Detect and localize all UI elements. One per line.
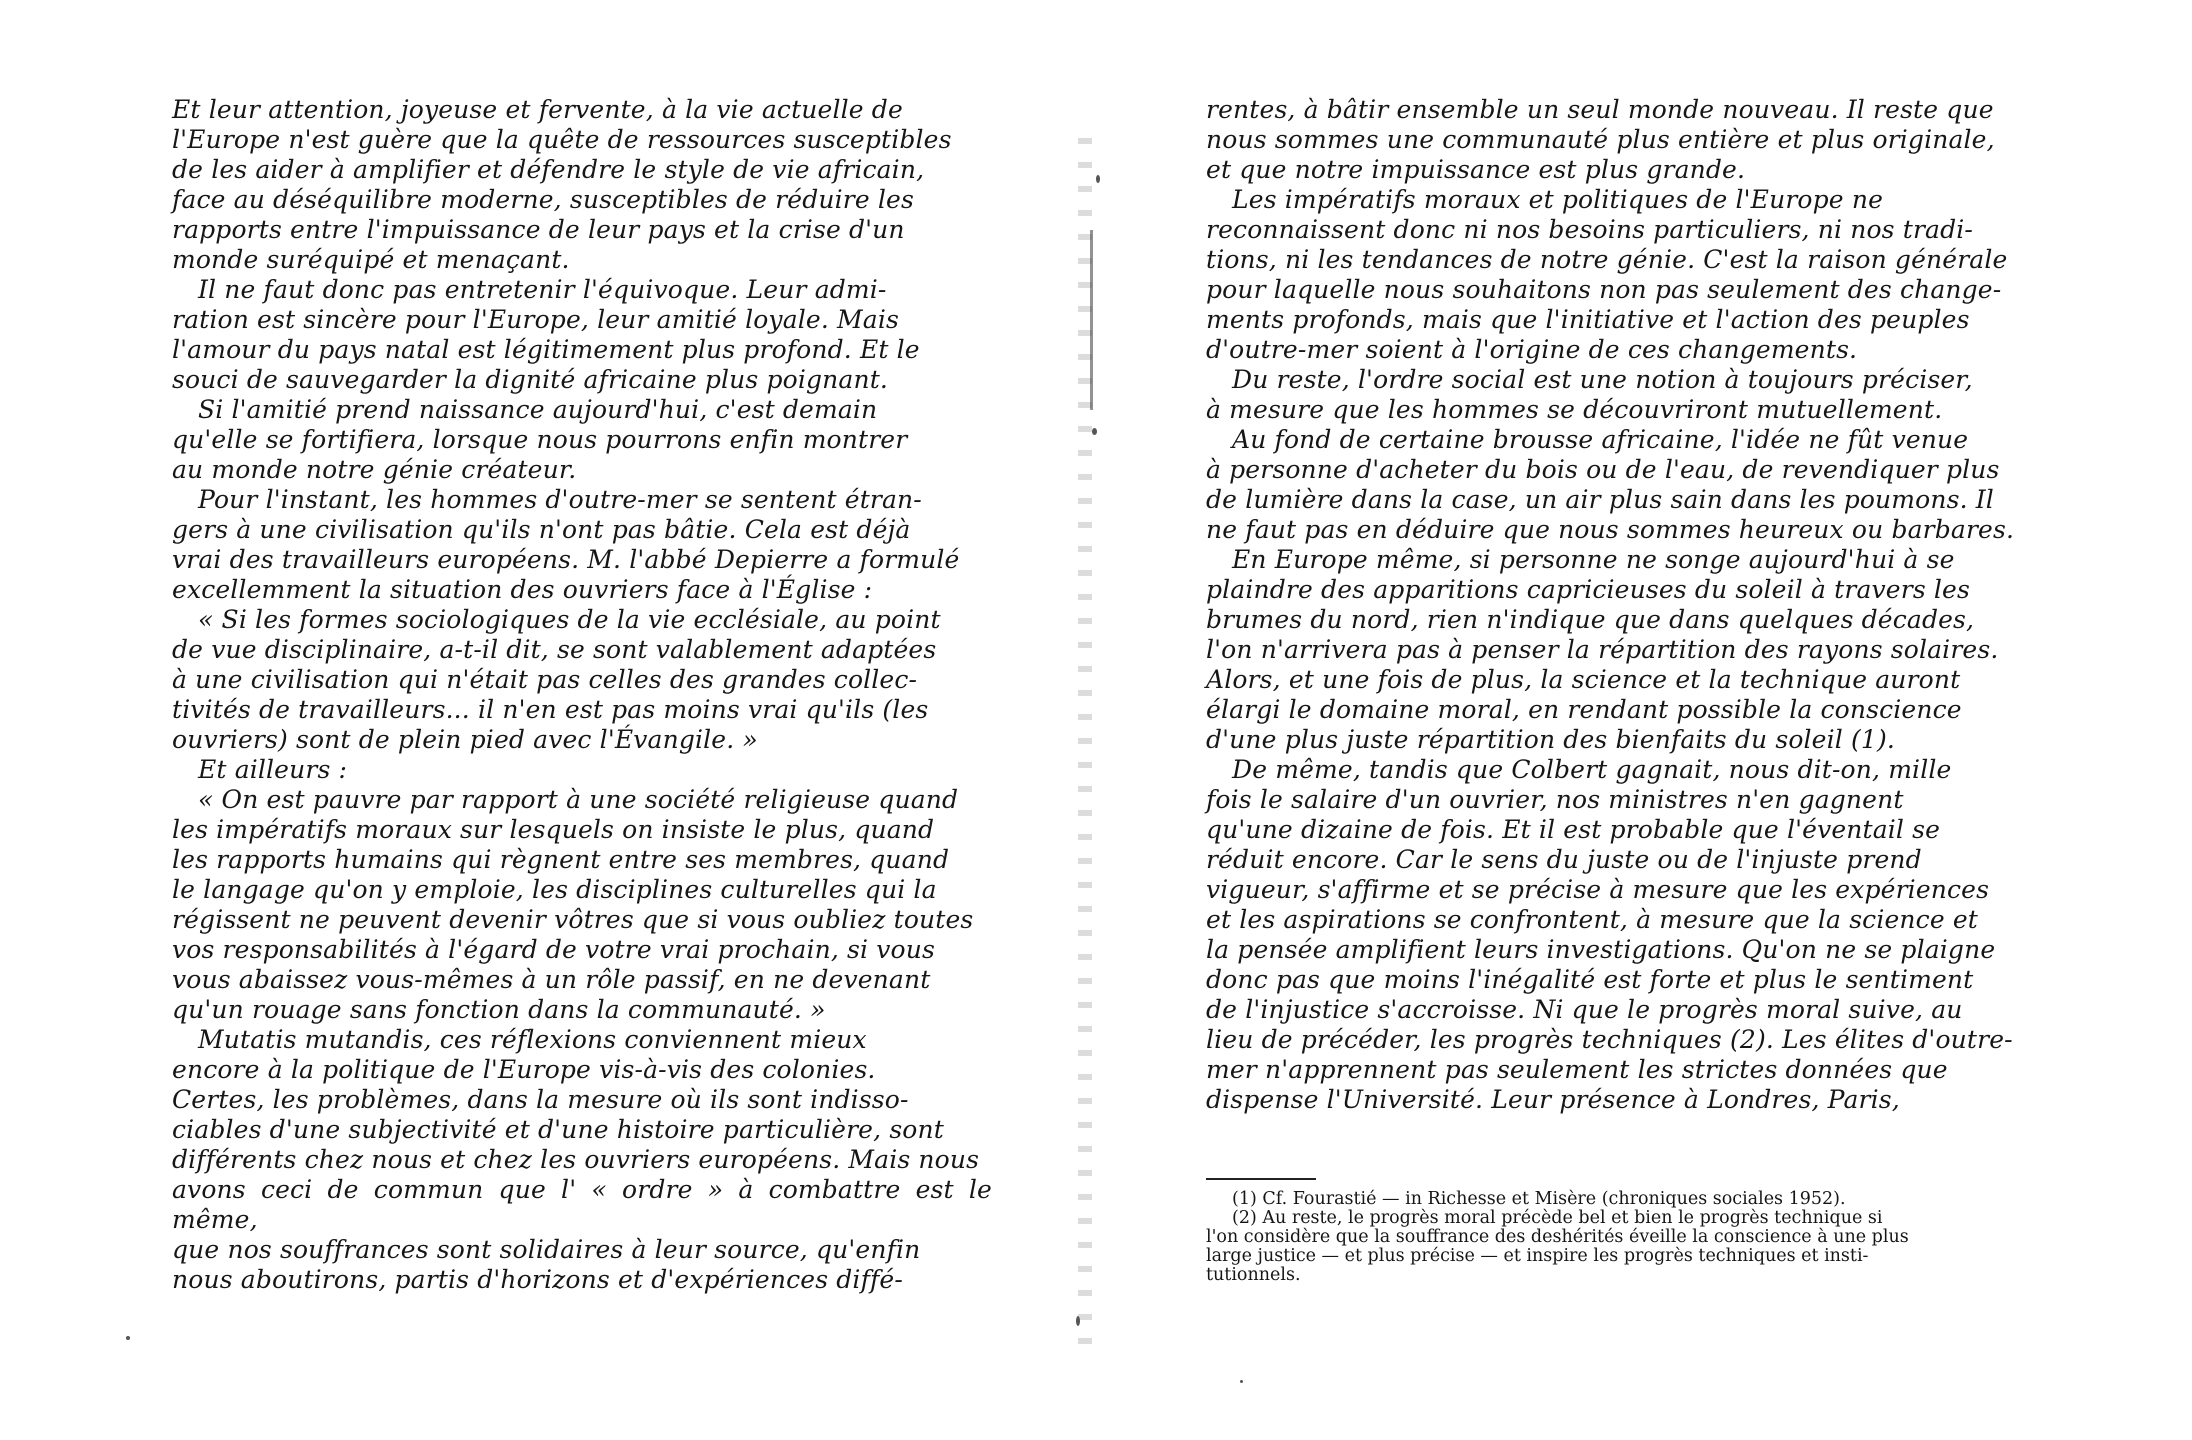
right-paragraph-1: rentes, à bâtir ensemble un seul monde nouveau. Il reste que nous sommes une communauté plus entière et plus originale, et que notre impuissance est plus grande.: [1206, 95, 1995, 184]
left-paragraph-3: Si l'amitié prend naissance aujourd'hui, c'est demain qu'elle se fortifiera, lorsque nous pourrons enfin montrer au monde notre génie créateur.: [172, 395, 908, 484]
footnote-1: (1) Cf. Fourastié — in Richesse et Misère (chroniques sociales 1952).: [1232, 1189, 1846, 1209]
footnotes: [1206, 1178, 2026, 1285]
footnote-2: (2) Au reste, le progrès moral précède bel et bien le progrès technique si l'on considère que la souffrance des deshérités éveille la conscience à une plus large justice — et plus précise — et inspire les progrès techniques et insti- tutionnels.: [1206, 1208, 1909, 1285]
left-page: [172, 95, 992, 1295]
right-paragraph-2: Les impératifs moraux et politiques de l'Europe ne reconnaissent donc ni nos besoins particuliers, ni nos tradi- tions, ni les tendances de notre génie. C'est la raison générale pour laquelle nous souhaitons non pas seulement des change- ments profonds, mais que l'initiative et l'action des peuples d'outre-mer soient à l'origine de ces changements.: [1206, 185, 2008, 364]
scan-speck: [1096, 175, 1100, 183]
left-paragraph-6: Mutatis mutandis, ces réflexions conviennent mieux encore à la politique de l'Europe vis-à-vis des colonies. Certes, les problèmes, dans la mesure où ils sont indisso- ciables d'une subjectivité et d'une histoire particulière, sont différents chez nous et chez les ouvriers européens. Mais nous avons ceci de commun que l' « ordre » à combattre est le même, que nos souffrances sont solidaires à leur source, qu'enfin nous aboutirons, partis d'horizons et d'expériences diffé-: [172, 1025, 992, 1294]
footnote-rule: [1206, 1178, 1316, 1180]
scan-speck: [126, 1336, 130, 1340]
right-paragraph-4: Au fond de certaine brousse africaine, l'idée ne fût venue à personne d'acheter du bois ou de l'eau, de revendiquer plus de lumière dans la case, un air plus sain dans les poumons. Il ne faut pas en déduire que nous sommes heureux ou barbares.: [1206, 425, 2015, 544]
right-page: [1206, 95, 2026, 1115]
gutter-shadow: [1090, 230, 1093, 410]
left-paragraph-1: Et leur attention, joyeuse et fervente, à la vie actuelle de l'Europe n'est guère que la quête de ressources susceptibles de les aider à amplifier et défendre le style de vie africain, face au déséquilibre moderne, susceptibles de réduire les rapports entre l'impuissance de leur pays et la crise d'un monde suréquipé et menaçant.: [172, 95, 952, 274]
left-paragraph-2: Il ne faut donc pas entretenir l'équivoque. Leur admi- ration est sincère pour l'Europe, leur amitié loyale. Mais l'amour du pays natal est légitimement plus profond. Et le souci de sauvegarder la dignité africaine plus poignant.: [172, 275, 920, 394]
right-paragraph-3: Du reste, l'ordre social est une notion à toujours préciser, à mesure que les hommes se découvriront mutuellement.: [1206, 365, 1973, 424]
left-quote-2: « On est pauvre par rapport à une société religieuse quand les impératifs moraux sur lesquels on insiste le plus, quand les rapports humains qui règnent entre ses membres, quand le langage qu'on y emploie, les disciplines culturelles qui la régissent ne peuvent devenir vôtres que si vous oubliez toutes vos responsabilités à l'égard de votre vrai prochain, si vous vous abaissez vous-mêmes à un rôle passif, en ne devenant qu'un rouage sans fonction dans la communauté. »: [172, 785, 974, 1024]
scan-speck: [1076, 1316, 1080, 1326]
scan-speck: [1240, 1380, 1243, 1383]
left-quote-1: « Si les formes sociologiques de la vie ecclésiale, au point de vue disciplinaire, a-t-il dit, se sont valablement adaptées à une civilisation qui n'était pas celles des grandes collec- tivités de travailleurs... il n'en est pas moins vrai qu'ils (les ouvriers) sont de plein pied avec l'Évangile. »: [172, 605, 941, 754]
scan-speck: [1092, 428, 1097, 435]
right-paragraph-6: De même, tandis que Colbert gagnait, nous dit-on, mille fois le salaire d'un ouvrier, nos ministres n'en gagnent qu'une dizaine de fois. Et il est probable que l'éventail se réduit encore. Car le sens du juste ou de l'injuste prend vigueur, s'affirme et se précise à mesure que les expériences et les aspirations se confrontent, à mesure que la science et la pensée amplifient leurs investigations. Qu'on ne se plaigne donc pas que moins l'inégalité est forte et plus le sentiment de l'injustice s'accroisse. Ni que le progrès moral suive, au lieu de précéder, les progrès techniques (2). Les élites d'outre- mer n'apprennent pas seulement les strictes données que dispense l'Université. Leur présence à Londres, Paris,: [1206, 755, 2013, 1114]
left-paragraph-4: Pour l'instant, les hommes d'outre-mer se sentent étran- gers à une civilisation qu'ils n'ont pas bâtie. Cela est déjà vrai des travailleurs européens. M. l'abbé Depierre a formulé excellemment la situation des ouvriers face à l'Église :: [172, 485, 960, 604]
left-paragraph-5: Et ailleurs :: [198, 755, 348, 784]
right-paragraph-5: En Europe même, si personne ne songe aujourd'hui à se plaindre des apparitions capricieuses du soleil à travers les brumes du nord, rien n'indique que dans quelques décades, l'on n'arrivera pas à penser la répartition des rayons solaires. Alors, et une fois de plus, la science et la technique auront élargi le domaine moral, en rendant possible la conscience d'une plus juste répartition des bienfaits du soleil (1).: [1206, 545, 1999, 754]
